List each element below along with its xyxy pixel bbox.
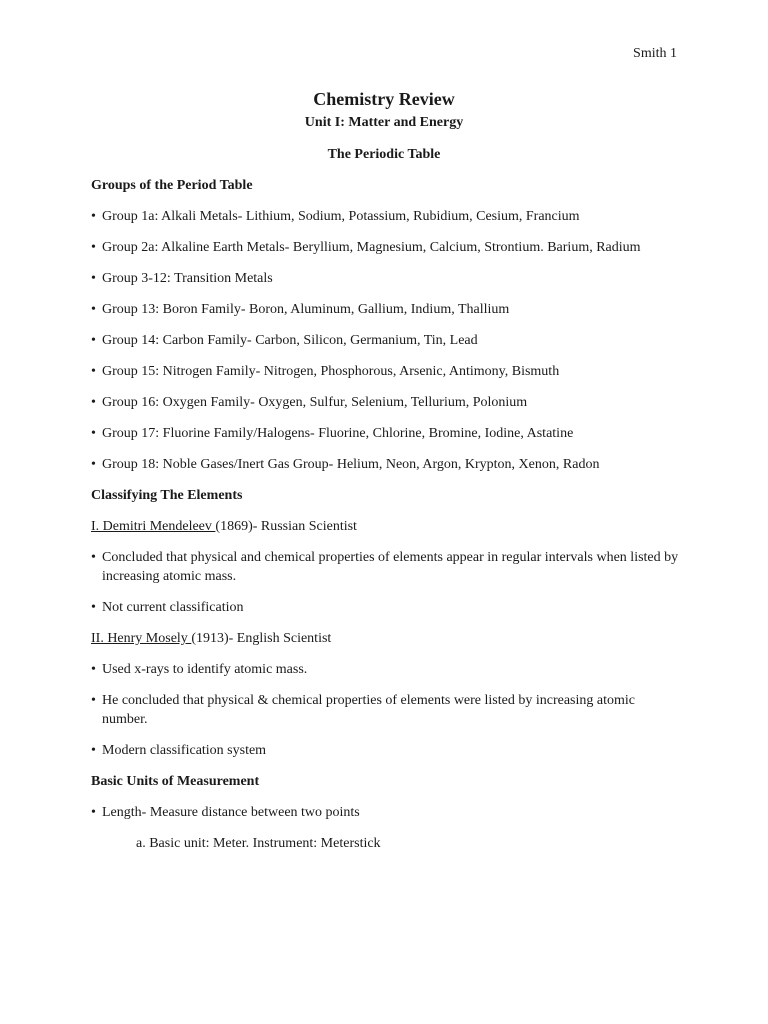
measurement-sub-item: a. Basic unit: Meter. Instrument: Meterstick [136, 836, 381, 851]
page-header-label: Smith 1 [633, 46, 677, 61]
group-item: • Group 1a: Alkali Metals- Lithium, Sodium, Potassium, Rubidium, Cesium, Francium [91, 207, 681, 226]
mosely-line [91, 629, 681, 648]
mendeleev-line [91, 517, 681, 536]
group-item: • Group 15: Nitrogen Family- Nitrogen, Phosphorous, Arsenic, Antimony, Bismuth [91, 362, 681, 381]
group-item: • Group 13: Boron Family- Boron, Aluminum, Gallium, Indium, Thallium [91, 300, 681, 319]
mosely-name: II. Henry Mosely [91, 631, 192, 646]
mosely-detail: (1913)- English Scientist [191, 631, 332, 646]
mendeleev-item: • Concluded that physical and chemical properties of elements appear in regular intervals when listed by increasing atomic mass. [91, 548, 681, 586]
group-item: • Group 17: Fluorine Family/Halogens- Fluorine, Chlorine, Bromine, Iodine, Astatine [91, 424, 681, 443]
classifying-heading: Classifying The Elements [91, 488, 243, 503]
mendeleev-item: • Not current classification [91, 598, 681, 617]
document-title: Chemistry Review [313, 89, 455, 109]
group-item: • Group 16: Oxygen Family- Oxygen, Sulfur, Selenium, Tellurium, Polonium [91, 393, 681, 412]
mendeleev-detail: (1869)- Russian Scientist [215, 519, 357, 534]
mendeleev-name: I. Demitri Mendeleev [91, 519, 216, 534]
document-subtitle: Unit I: Matter and Energy [304, 115, 464, 130]
mosely-item: • Modern classification system [91, 741, 681, 760]
section-title: The Periodic Table [327, 147, 441, 162]
measurement-heading: Basic Units of Measurement [91, 774, 260, 789]
group-item: • Group 2a: Alkaline Earth Metals- Beryllium, Magnesium, Calcium, Strontium. Barium, Radium [91, 238, 681, 257]
mosely-item: • He concluded that physical & chemical properties of elements were listed by increasing atomic number. [91, 691, 681, 729]
group-item: • Group 3-12: Transition Metals [91, 269, 681, 288]
groups-heading: Groups of the Period Table [91, 178, 253, 193]
group-item: • Group 18: Noble Gases/Inert Gas Group- Helium, Neon, Argon, Krypton, Xenon, Radon [91, 455, 681, 474]
mosely-item: • Used x-rays to identify atomic mass. [91, 660, 681, 679]
group-item: • Group 14: Carbon Family- Carbon, Silicon, Germanium, Tin, Lead [91, 331, 681, 350]
measurement-item: • Length- Measure distance between two points [91, 803, 681, 822]
document-body [91, 176, 681, 865]
